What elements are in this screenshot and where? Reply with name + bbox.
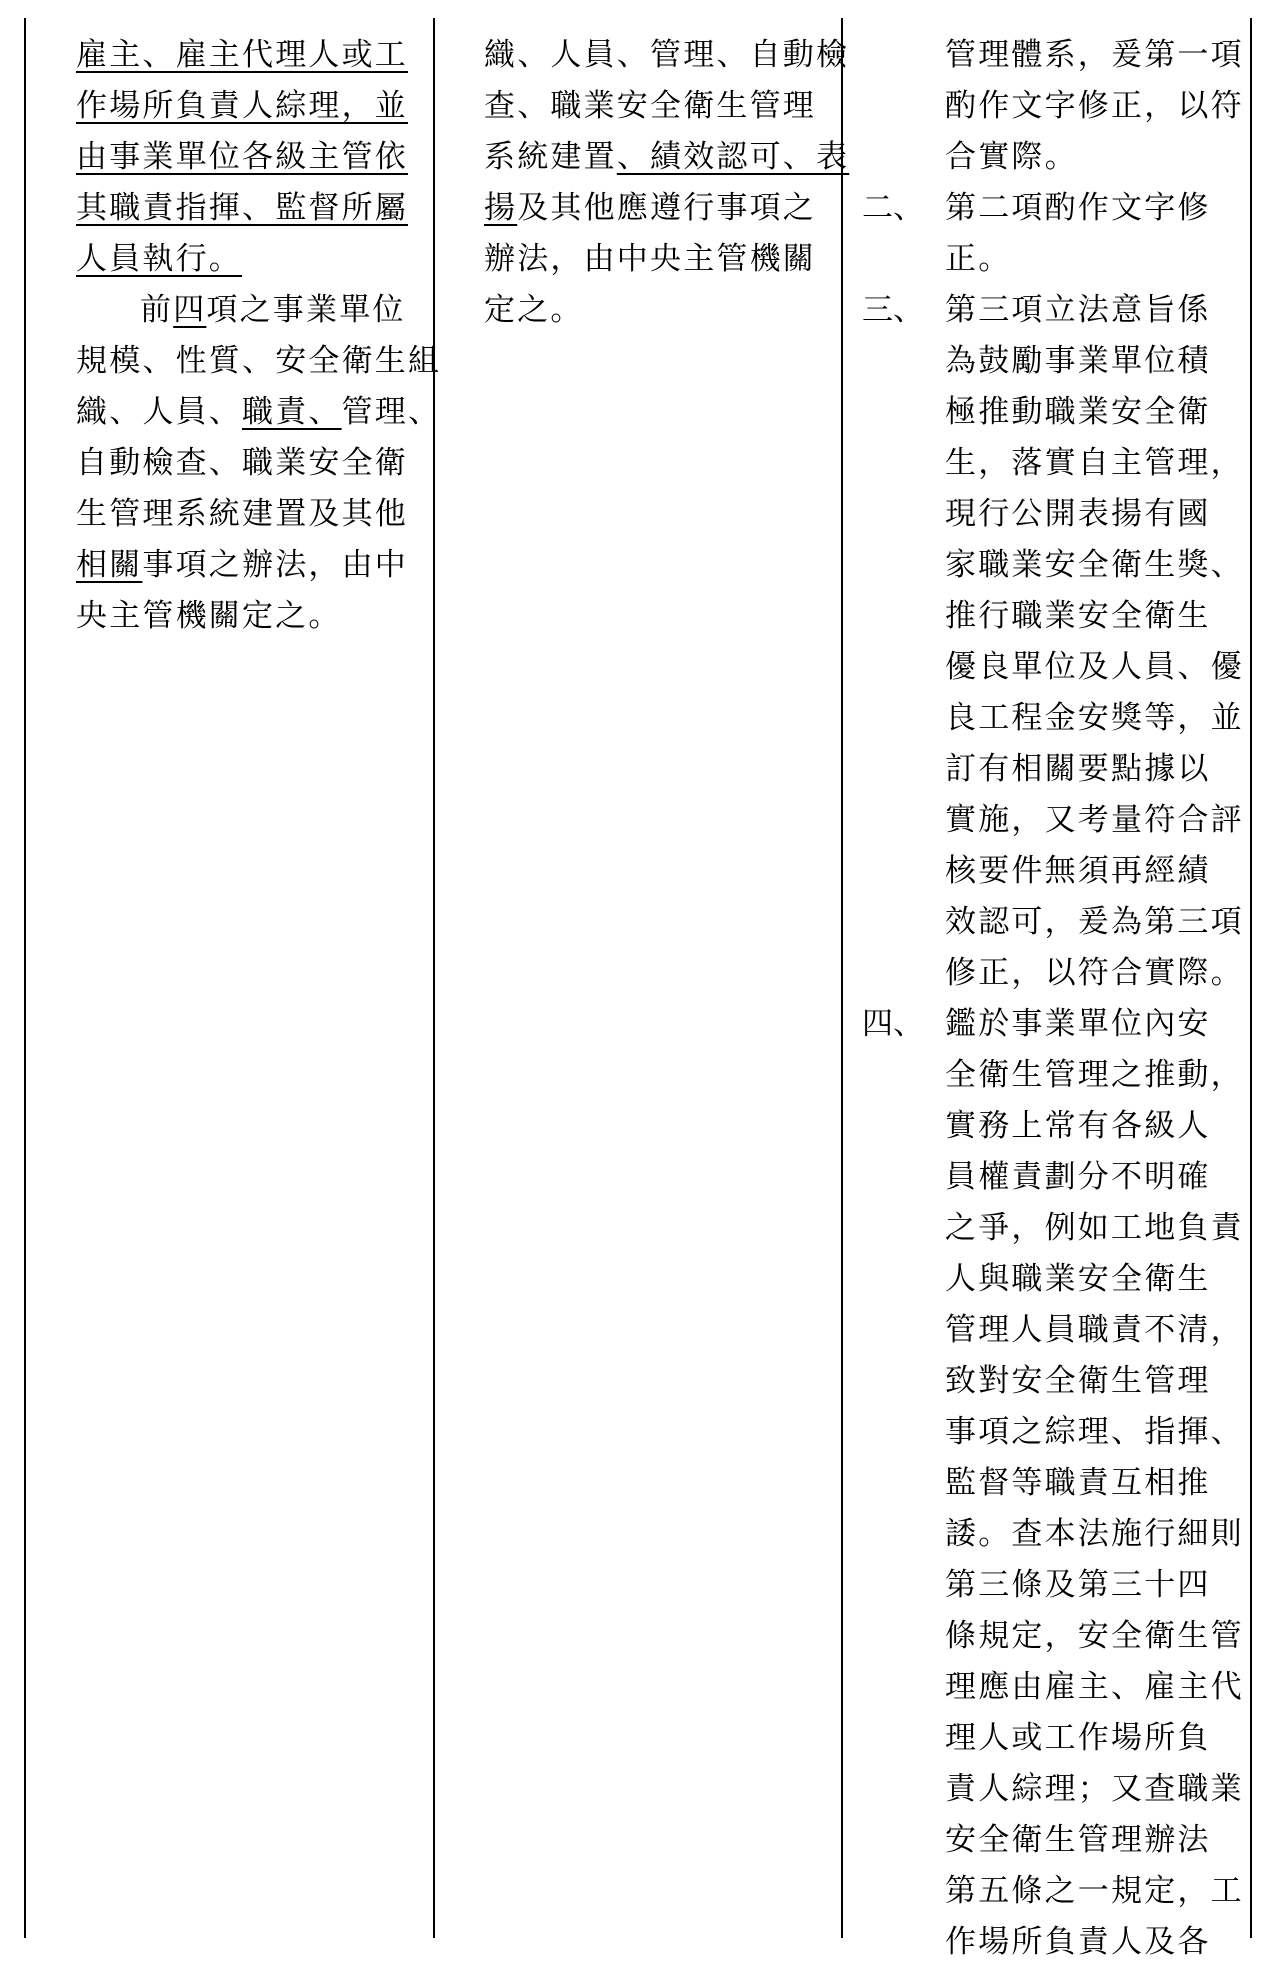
current-text-column	[484, 30, 856, 336]
text-line	[76, 540, 448, 591]
text-line: 酌作文字修正，以符	[945, 88, 1244, 124]
text-line: 管理體系，爰第一項	[945, 37, 1244, 73]
text-line: 員權責劃分不明確	[945, 1159, 1211, 1195]
text-line: 安全衛生管理辦法	[945, 1822, 1211, 1858]
text-line	[484, 132, 856, 183]
text-line: 正。	[945, 241, 1012, 277]
item-body	[945, 999, 1262, 1968]
underlined-span: 職責、	[242, 394, 342, 430]
item-marker: 三、	[862, 292, 924, 328]
table-left-border	[24, 18, 26, 1938]
text-line: 合實際。	[945, 139, 1078, 175]
underlined-span: 揚	[484, 190, 518, 226]
text-span: 前	[140, 292, 174, 328]
text-span: 管理、	[341, 394, 442, 430]
text-line: 由事業單位各級主管依	[76, 139, 408, 175]
text-line: 人員執行。	[76, 241, 242, 277]
text-line: 為鼓勵事業單位積	[945, 343, 1211, 379]
text-line: 監督等職責互相推	[945, 1465, 1211, 1501]
text-line: 責人綜理；又查職業	[945, 1771, 1244, 1807]
paragraph-start	[76, 285, 448, 336]
text-span: 系統建置	[484, 139, 617, 175]
text-line: 第二項酌作文字修	[945, 190, 1211, 226]
text-line: 推行職業安全衛生	[945, 598, 1211, 634]
text-line: 極推動職業安全衛	[945, 394, 1211, 430]
text-line: 條規定，安全衛生管	[945, 1618, 1244, 1654]
underlined-span: 、績效認可、表	[616, 139, 850, 175]
underlined-span: 四	[173, 292, 207, 328]
text-line	[76, 387, 448, 438]
text-line: 生，落實自主管理，	[945, 445, 1244, 481]
text-line: 第三條及第三十四	[945, 1567, 1211, 1603]
text-line: 諉。查本法施行細則	[945, 1516, 1244, 1552]
text-span: 織、人員、	[76, 394, 242, 430]
explanation-item-4	[862, 999, 1262, 1968]
text-span: 項之事業單位	[206, 292, 406, 328]
text-line: 自動檢查、職業安全衛	[76, 445, 408, 481]
explanation-item-3	[862, 285, 1262, 999]
text-line: 致對安全衛生管理	[945, 1363, 1211, 1399]
text-line: 良工程金安獎等，並	[945, 700, 1244, 736]
item-body	[945, 183, 1262, 285]
text-line: 第五條之一規定，工	[945, 1873, 1244, 1909]
text-line: 辦法，由中央主管機關	[484, 241, 816, 277]
comparison-table	[24, 18, 1252, 1960]
text-line	[484, 183, 856, 234]
text-line: 人與職業安全衛生	[945, 1261, 1211, 1297]
text-line: 訂有相關要點據以	[945, 751, 1211, 787]
underlined-span: 相關	[76, 547, 143, 583]
text-line: 事項之綜理、指揮、	[945, 1414, 1244, 1450]
text-line: 鑑於事業單位內安	[945, 1006, 1211, 1042]
text-line: 修正，以符合實際。	[945, 955, 1244, 991]
text-line: 織、人員、管理、自動檢	[484, 37, 850, 73]
text-line: 效認可，爰為第三項	[945, 904, 1244, 940]
item-marker: 二、	[862, 190, 924, 226]
text-line: 核要件無須再經績	[945, 853, 1211, 889]
text-line: 管理人員職責不清，	[945, 1312, 1244, 1348]
text-line: 生管理系統建置及其他	[76, 496, 408, 532]
text-line: 理人或工作場所負	[945, 1720, 1211, 1756]
text-line: 作場所負責人綜理，並	[76, 88, 408, 124]
text-line: 全衛生管理之推動，	[945, 1057, 1244, 1093]
text-line: 理應由雇主、雇主代	[945, 1669, 1244, 1705]
explanation-item-2	[862, 183, 1262, 285]
text-line: 雇主、雇主代理人或工	[76, 37, 408, 73]
text-line: 央主管機關定之。	[76, 598, 342, 634]
text-line: 實施，又考量符合評	[945, 802, 1244, 838]
text-span: 事項之辦法，由中	[142, 547, 409, 583]
text-line: 實務上常有各級人	[945, 1108, 1211, 1144]
text-line: 查、職業安全衛生管理	[484, 88, 816, 124]
text-line: 家職業安全衛生獎、	[945, 547, 1244, 583]
text-line: 定之。	[484, 292, 584, 328]
text-span: 及其他應遵行事項之	[517, 190, 817, 226]
text-line: 優良單位及人員、優	[945, 649, 1244, 685]
text-line: 之爭，例如工地負責	[945, 1210, 1244, 1246]
text-line: 第三項立法意旨係	[945, 292, 1211, 328]
text-line: 現行公開表揚有國	[945, 496, 1211, 532]
item-marker: 四、	[862, 1006, 924, 1042]
amended-text-column	[76, 30, 448, 642]
explanation-column	[862, 30, 1262, 1968]
text-line: 作場所負責人及各	[945, 1924, 1211, 1960]
text-line: 規模、性質、安全衛生組	[76, 343, 442, 379]
text-line: 其職責指揮、監督所屬	[76, 190, 408, 226]
item-body	[945, 285, 1262, 999]
